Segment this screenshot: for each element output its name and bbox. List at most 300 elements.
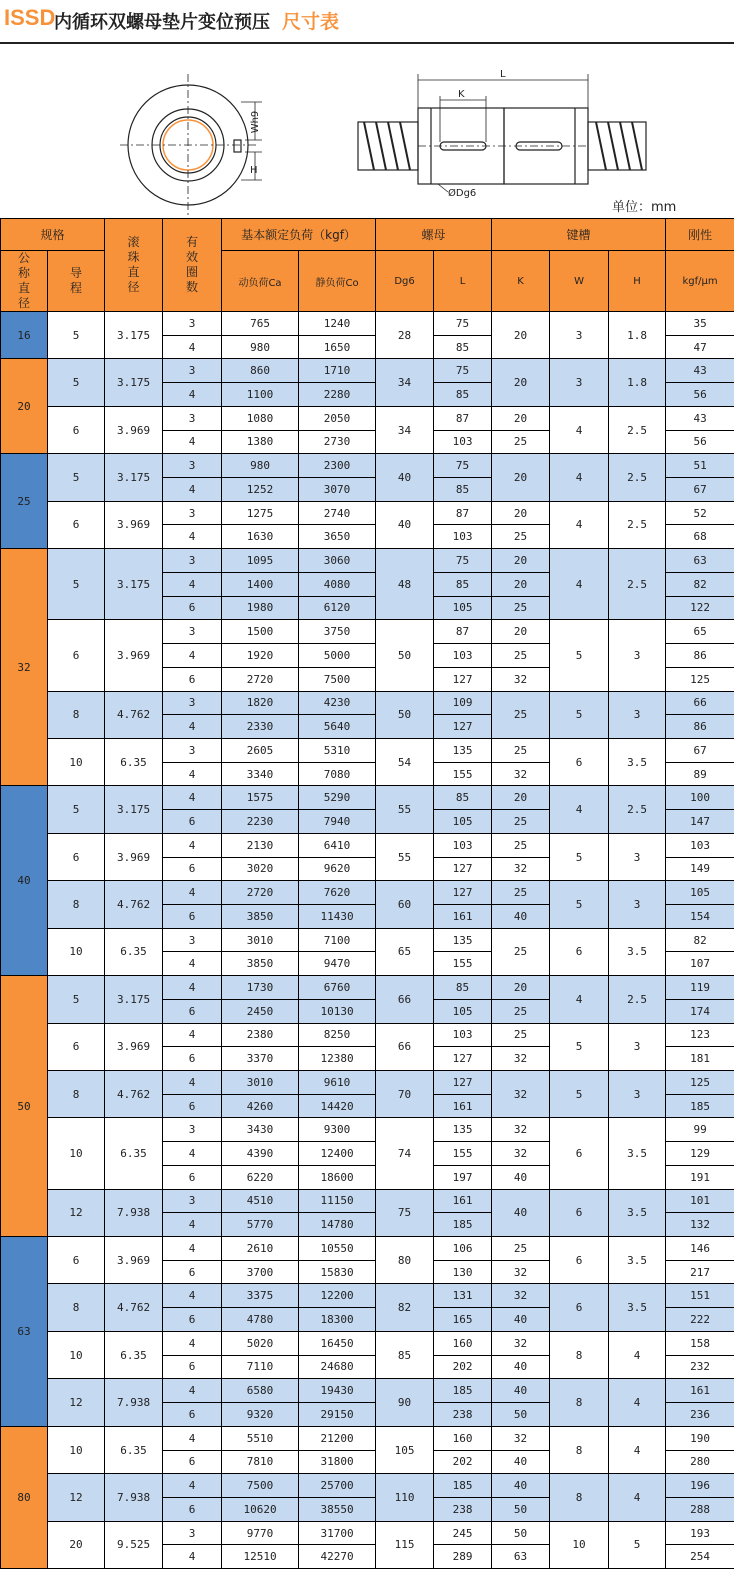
keyway-h-cell: 3.5 [609, 738, 666, 785]
rigidity-cell: 100 [666, 786, 734, 810]
static-load-cell: 2730 [299, 430, 376, 454]
lead-cell: 5 [48, 312, 105, 359]
dynamic-load-cell: 1080 [222, 406, 299, 430]
nut-length-cell: 161 [434, 1189, 492, 1213]
rigidity-cell: 43 [666, 359, 734, 383]
dynamic-load-cell: 4390 [222, 1142, 299, 1166]
ball-diameter-cell: 3.969 [105, 620, 163, 691]
keyway-h-cell: 4 [609, 1331, 666, 1378]
keyway-k-cell: 32 [492, 1331, 550, 1355]
lead-cell: 5 [48, 786, 105, 833]
nut-dg6-cell: 82 [376, 1284, 434, 1331]
table-row [1, 1426, 734, 1450]
static-load-cell: 12400 [299, 1142, 376, 1166]
keyway-w-cell: 4 [550, 786, 609, 833]
dynamic-load-cell: 5020 [222, 1331, 299, 1355]
keyway-h-cell: 3 [609, 691, 666, 738]
dynamic-load-cell: 3850 [222, 952, 299, 976]
rigidity-cell: 193 [666, 1521, 734, 1545]
nut-length-cell: 127 [434, 857, 492, 881]
ball-diameter-cell: 7.938 [105, 1474, 163, 1521]
nut-dg6-cell: 55 [376, 786, 434, 833]
table-row [1, 1118, 734, 1142]
keyway-k-cell: 32 [492, 1142, 550, 1166]
turns-cell: 4 [163, 478, 222, 502]
keyway-k-cell: 25 [492, 1023, 550, 1047]
dynamic-load-cell: 3340 [222, 762, 299, 786]
header-co: 静负荷Co [299, 251, 376, 312]
nut-length-cell: 103 [434, 1023, 492, 1047]
rigidity-cell: 67 [666, 478, 734, 502]
static-load-cell: 14420 [299, 1094, 376, 1118]
rigidity-cell: 63 [666, 549, 734, 573]
keyway-h-cell: 3 [609, 833, 666, 880]
nut-length-cell: 135 [434, 1118, 492, 1142]
dynamic-load-cell: 4510 [222, 1189, 299, 1213]
dynamic-load-cell: 980 [222, 335, 299, 359]
keyway-h-cell: 3.5 [609, 1189, 666, 1236]
static-load-cell: 1650 [299, 335, 376, 359]
turns-cell: 4 [163, 1071, 222, 1095]
rigidity-cell: 89 [666, 762, 734, 786]
nut-dg6-cell: 40 [376, 454, 434, 501]
nut-length-cell: 85 [434, 976, 492, 1000]
nut-dg6-cell: 110 [376, 1474, 434, 1521]
keyway-k-cell: 32 [492, 1426, 550, 1450]
keyway-k-cell: 40 [492, 1379, 550, 1403]
static-load-cell: 5310 [299, 738, 376, 762]
nut-length-cell: 135 [434, 738, 492, 762]
header-lead: 导程 [48, 251, 105, 312]
keyway-k-cell: 25 [492, 596, 550, 620]
keyway-k-cell: 50 [492, 1403, 550, 1427]
header-l: L [434, 251, 492, 312]
dynamic-load-cell: 1820 [222, 691, 299, 715]
static-load-cell: 10550 [299, 1237, 376, 1261]
nut-length-cell: 103 [434, 430, 492, 454]
header-rig-unit: kgf/μm [666, 251, 734, 312]
keyway-k-cell: 20 [492, 976, 550, 1000]
rigidity-cell: 125 [666, 667, 734, 691]
dynamic-load-cell: 3430 [222, 1118, 299, 1142]
rigidity-cell: 125 [666, 1071, 734, 1095]
nut-length-cell: 85 [434, 335, 492, 359]
static-load-cell: 7500 [299, 667, 376, 691]
rigidity-cell: 161 [666, 1379, 734, 1403]
table-row [1, 406, 734, 430]
ball-diameter-cell: 3.175 [105, 454, 163, 501]
keyway-k-cell: 32 [492, 1260, 550, 1284]
keyway-h-cell: 2.5 [609, 501, 666, 548]
static-load-cell: 25700 [299, 1474, 376, 1498]
static-load-cell: 9620 [299, 857, 376, 881]
keyway-h-cell: 2.5 [609, 549, 666, 620]
ball-diameter-cell: 3.175 [105, 976, 163, 1023]
keyway-w-cell: 8 [550, 1474, 609, 1521]
dynamic-load-cell: 1275 [222, 501, 299, 525]
ball-diameter-cell: 3.969 [105, 1237, 163, 1284]
static-load-cell: 5290 [299, 786, 376, 810]
turns-cell: 6 [163, 810, 222, 834]
nut-length-cell: 103 [434, 644, 492, 668]
static-load-cell: 2300 [299, 454, 376, 478]
rigidity-cell: 232 [666, 1355, 734, 1379]
nut-length-cell: 75 [434, 549, 492, 573]
lead-cell: 6 [48, 620, 105, 691]
static-load-cell: 1240 [299, 312, 376, 336]
unit-label: 单位：mm [612, 200, 677, 215]
header-ca: 动负荷Ca [222, 251, 299, 312]
rigidity-cell: 185 [666, 1094, 734, 1118]
rigidity-cell: 174 [666, 999, 734, 1023]
table-row [1, 691, 734, 715]
lead-cell: 10 [48, 1426, 105, 1473]
keyway-w-cell: 6 [550, 1118, 609, 1189]
keyway-w-cell: 5 [550, 620, 609, 691]
nut-dg6-cell: 34 [376, 359, 434, 406]
nut-length-cell: 160 [434, 1331, 492, 1355]
static-load-cell: 31800 [299, 1450, 376, 1474]
static-load-cell: 9610 [299, 1071, 376, 1095]
ball-diameter-cell: 3.175 [105, 786, 163, 833]
nut-dg6-cell: 80 [376, 1237, 434, 1284]
static-load-cell: 3070 [299, 478, 376, 502]
table-row [1, 833, 734, 857]
ball-diameter-cell: 6.35 [105, 928, 163, 975]
turns-cell: 4 [163, 1142, 222, 1166]
lead-cell: 8 [48, 691, 105, 738]
lead-cell: 12 [48, 1189, 105, 1236]
title-prefix: ISSD [4, 5, 56, 30]
keyway-k-cell: 25 [492, 833, 550, 857]
turns-cell: 3 [163, 1118, 222, 1142]
static-load-cell: 4230 [299, 691, 376, 715]
lead-cell: 5 [48, 976, 105, 1023]
nut-length-cell: 103 [434, 525, 492, 549]
static-load-cell: 29150 [299, 1403, 376, 1427]
header-turns: 有效圈数 [163, 219, 222, 312]
dynamic-load-cell: 2720 [222, 667, 299, 691]
dynamic-load-cell: 3020 [222, 857, 299, 881]
static-load-cell: 3750 [299, 620, 376, 644]
table-row [1, 738, 734, 762]
nut-length-cell: 105 [434, 810, 492, 834]
table-row [1, 786, 734, 810]
static-load-cell: 1710 [299, 359, 376, 383]
rigidity-cell: 103 [666, 833, 734, 857]
keyway-k-cell: 25 [492, 738, 550, 762]
table-row [1, 359, 734, 383]
turns-cell: 4 [163, 383, 222, 407]
keyway-k-cell: 40 [492, 1355, 550, 1379]
turns-cell: 6 [163, 904, 222, 928]
lead-cell: 5 [48, 549, 105, 620]
rigidity-cell: 196 [666, 1474, 734, 1498]
keyway-h-cell: 3 [609, 1071, 666, 1118]
ball-diameter-cell: 3.175 [105, 312, 163, 359]
keyway-k-cell: 25 [492, 525, 550, 549]
dynamic-load-cell: 3010 [222, 1071, 299, 1095]
static-load-cell: 38550 [299, 1497, 376, 1521]
nominal-diameter-cell: 63 [1, 1237, 48, 1427]
rigidity-cell: 86 [666, 715, 734, 739]
rigidity-cell: 122 [666, 596, 734, 620]
turns-cell: 3 [163, 1521, 222, 1545]
table-row [1, 312, 734, 336]
static-load-cell: 18300 [299, 1308, 376, 1332]
turns-cell: 6 [163, 1047, 222, 1071]
keyway-w-cell: 5 [550, 691, 609, 738]
turns-cell: 4 [163, 1426, 222, 1450]
rigidity-cell: 68 [666, 525, 734, 549]
dynamic-load-cell: 2450 [222, 999, 299, 1023]
nut-dg6-cell: 48 [376, 549, 434, 620]
rigidity-cell: 147 [666, 810, 734, 834]
keyway-k-cell: 32 [492, 1047, 550, 1071]
static-load-cell: 42270 [299, 1545, 376, 1569]
dynamic-load-cell: 3700 [222, 1260, 299, 1284]
lead-cell: 5 [48, 359, 105, 406]
static-load-cell: 19430 [299, 1379, 376, 1403]
dynamic-load-cell: 1100 [222, 383, 299, 407]
turns-cell: 3 [163, 312, 222, 336]
nut-length-cell: 87 [434, 620, 492, 644]
dynamic-load-cell: 1980 [222, 596, 299, 620]
keyway-h-cell: 3 [609, 620, 666, 691]
ball-diameter-cell: 3.175 [105, 549, 163, 620]
lead-cell: 8 [48, 881, 105, 928]
nominal-diameter-cell: 32 [1, 549, 48, 786]
turns-cell: 4 [163, 335, 222, 359]
table-header [1, 219, 734, 312]
nut-dg6-cell: 60 [376, 881, 434, 928]
keyway-k-cell: 32 [492, 667, 550, 691]
dynamic-load-cell: 12510 [222, 1545, 299, 1569]
keyway-h-cell: 3.5 [609, 1284, 666, 1331]
nut-length-cell: 85 [434, 786, 492, 810]
dynamic-load-cell: 10620 [222, 1497, 299, 1521]
nut-length-cell: 127 [434, 715, 492, 739]
static-load-cell: 2280 [299, 383, 376, 407]
static-load-cell: 3060 [299, 549, 376, 573]
keyway-h-cell: 4 [609, 1379, 666, 1426]
table-row [1, 1189, 734, 1213]
keyway-w-cell: 3 [550, 312, 609, 359]
nut-length-cell: 85 [434, 383, 492, 407]
nominal-diameter-cell: 80 [1, 1426, 48, 1568]
turns-cell: 6 [163, 1094, 222, 1118]
nut-length-cell: 289 [434, 1545, 492, 1569]
keyway-k-cell: 25 [492, 430, 550, 454]
nut-length-cell: 185 [434, 1213, 492, 1237]
keyway-k-cell: 20 [492, 572, 550, 596]
turns-cell: 3 [163, 691, 222, 715]
table-row [1, 620, 734, 644]
dynamic-load-cell: 1920 [222, 644, 299, 668]
dynamic-load-cell: 9770 [222, 1521, 299, 1545]
static-load-cell: 2050 [299, 406, 376, 430]
keyway-w-cell: 8 [550, 1379, 609, 1426]
table-row [1, 1071, 734, 1095]
keyway-w-cell: 5 [550, 1071, 609, 1118]
keyway-w-cell: 6 [550, 1284, 609, 1331]
nut-length-cell: 185 [434, 1379, 492, 1403]
rigidity-cell: 222 [666, 1308, 734, 1332]
turns-cell: 6 [163, 1403, 222, 1427]
turns-cell: 6 [163, 1450, 222, 1474]
turns-cell: 4 [163, 1213, 222, 1237]
nut-length-cell: 127 [434, 1047, 492, 1071]
table-row [1, 1023, 734, 1047]
dynamic-load-cell: 1252 [222, 478, 299, 502]
keyway-h-cell: 4 [609, 1474, 666, 1521]
keyway-k-cell: 32 [492, 1071, 550, 1118]
keyway-k-cell: 40 [492, 1474, 550, 1498]
keyway-k-cell: 32 [492, 762, 550, 786]
ball-diameter-cell: 6.35 [105, 738, 163, 785]
turns-cell: 4 [163, 762, 222, 786]
turns-cell: 3 [163, 620, 222, 644]
table-row [1, 976, 734, 1000]
keyway-k-cell: 40 [492, 1308, 550, 1332]
dynamic-load-cell: 1630 [222, 525, 299, 549]
nut-dg6-cell: 50 [376, 620, 434, 691]
rigidity-cell: 151 [666, 1284, 734, 1308]
technical-drawing [0, 44, 734, 218]
turns-cell: 4 [163, 644, 222, 668]
ball-diameter-cell: 3.969 [105, 406, 163, 453]
turns-cell: 4 [163, 572, 222, 596]
nut-front-view [120, 74, 262, 216]
rigidity-cell: 154 [666, 904, 734, 928]
rigidity-cell: 123 [666, 1023, 734, 1047]
rigidity-cell: 149 [666, 857, 734, 881]
static-load-cell: 6760 [299, 976, 376, 1000]
keyway-w-cell: 8 [550, 1331, 609, 1378]
keyway-k-cell: 20 [492, 549, 550, 573]
static-load-cell: 6120 [299, 596, 376, 620]
nut-length-cell: 131 [434, 1284, 492, 1308]
static-load-cell: 11150 [299, 1189, 376, 1213]
keyway-w-cell: 6 [550, 738, 609, 785]
dynamic-load-cell: 1095 [222, 549, 299, 573]
nut-length-cell: 105 [434, 999, 492, 1023]
keyway-w-cell: 4 [550, 976, 609, 1023]
keyway-h-cell: 2.5 [609, 406, 666, 453]
nut-length-cell: 127 [434, 1071, 492, 1095]
label-wh9: Wh9 [250, 110, 261, 134]
nut-length-cell: 85 [434, 478, 492, 502]
ball-diameter-cell: 3.969 [105, 1023, 163, 1070]
header-keyway: 键槽 [492, 219, 666, 251]
rigidity-cell: 158 [666, 1331, 734, 1355]
turns-cell: 3 [163, 406, 222, 430]
static-load-cell: 9470 [299, 952, 376, 976]
lead-cell: 20 [48, 1521, 105, 1568]
nominal-diameter-cell: 16 [1, 312, 48, 359]
nut-length-cell: 155 [434, 1142, 492, 1166]
nut-length-cell: 75 [434, 359, 492, 383]
dynamic-load-cell: 4260 [222, 1094, 299, 1118]
keyway-k-cell: 20 [492, 786, 550, 810]
header-nut: 螺母 [376, 219, 492, 251]
keyway-k-cell: 20 [492, 312, 550, 359]
nominal-diameter-cell: 40 [1, 786, 48, 976]
nut-dg6-cell: 75 [376, 1189, 434, 1236]
keyway-h-cell: 1.8 [609, 312, 666, 359]
rigidity-cell: 191 [666, 1165, 734, 1189]
keyway-h-cell: 2.5 [609, 454, 666, 501]
rigidity-cell: 119 [666, 976, 734, 1000]
static-load-cell: 10130 [299, 999, 376, 1023]
header-spec: 规格 [1, 219, 105, 251]
nut-side-view [358, 74, 646, 192]
keyway-k-cell: 25 [492, 999, 550, 1023]
nominal-diameter-cell: 20 [1, 359, 48, 454]
nut-length-cell: 197 [434, 1165, 492, 1189]
turns-cell: 4 [163, 1023, 222, 1047]
static-load-cell: 12200 [299, 1284, 376, 1308]
nut-dg6-cell: 55 [376, 833, 434, 880]
header-k: K [492, 251, 550, 312]
dynamic-load-cell: 3370 [222, 1047, 299, 1071]
keyway-h-cell: 1.8 [609, 359, 666, 406]
static-load-cell: 7100 [299, 928, 376, 952]
nut-length-cell: 127 [434, 881, 492, 905]
keyway-h-cell: 3.5 [609, 1118, 666, 1189]
nut-length-cell: 87 [434, 406, 492, 430]
keyway-k-cell: 25 [492, 810, 550, 834]
dynamic-load-cell: 2130 [222, 833, 299, 857]
keyway-w-cell: 4 [550, 501, 609, 548]
keyway-h-cell: 3 [609, 881, 666, 928]
table-row [1, 1474, 734, 1498]
keyway-h-cell: 5 [609, 1521, 666, 1568]
header-ball: 滚珠直径 [105, 219, 163, 312]
ball-diameter-cell: 6.35 [105, 1331, 163, 1378]
rigidity-cell: 67 [666, 738, 734, 762]
keyway-k-cell: 20 [492, 620, 550, 644]
label-k: K [458, 89, 465, 100]
turns-cell: 4 [163, 715, 222, 739]
dynamic-load-cell: 1730 [222, 976, 299, 1000]
dynamic-load-cell: 7110 [222, 1355, 299, 1379]
lead-cell: 10 [48, 1331, 105, 1378]
dynamic-load-cell: 2330 [222, 715, 299, 739]
dynamic-load-cell: 2380 [222, 1023, 299, 1047]
nut-length-cell: 161 [434, 904, 492, 928]
nut-length-cell: 75 [434, 454, 492, 478]
turns-cell: 3 [163, 501, 222, 525]
dynamic-load-cell: 7500 [222, 1474, 299, 1498]
ball-diameter-cell: 3.969 [105, 501, 163, 548]
static-load-cell: 11430 [299, 904, 376, 928]
dynamic-load-cell: 2610 [222, 1237, 299, 1261]
rigidity-cell: 82 [666, 572, 734, 596]
nut-length-cell: 238 [434, 1497, 492, 1521]
nut-dg6-cell: 74 [376, 1118, 434, 1189]
static-load-cell: 4080 [299, 572, 376, 596]
dynamic-load-cell: 4780 [222, 1308, 299, 1332]
turns-cell: 6 [163, 999, 222, 1023]
lead-cell: 12 [48, 1474, 105, 1521]
dynamic-load-cell: 2720 [222, 881, 299, 905]
dynamic-load-cell: 6580 [222, 1379, 299, 1403]
rigidity-cell: 51 [666, 454, 734, 478]
nut-dg6-cell: 28 [376, 312, 434, 359]
table-row [1, 1331, 734, 1355]
header-diameter: 公称直径 [1, 251, 48, 312]
